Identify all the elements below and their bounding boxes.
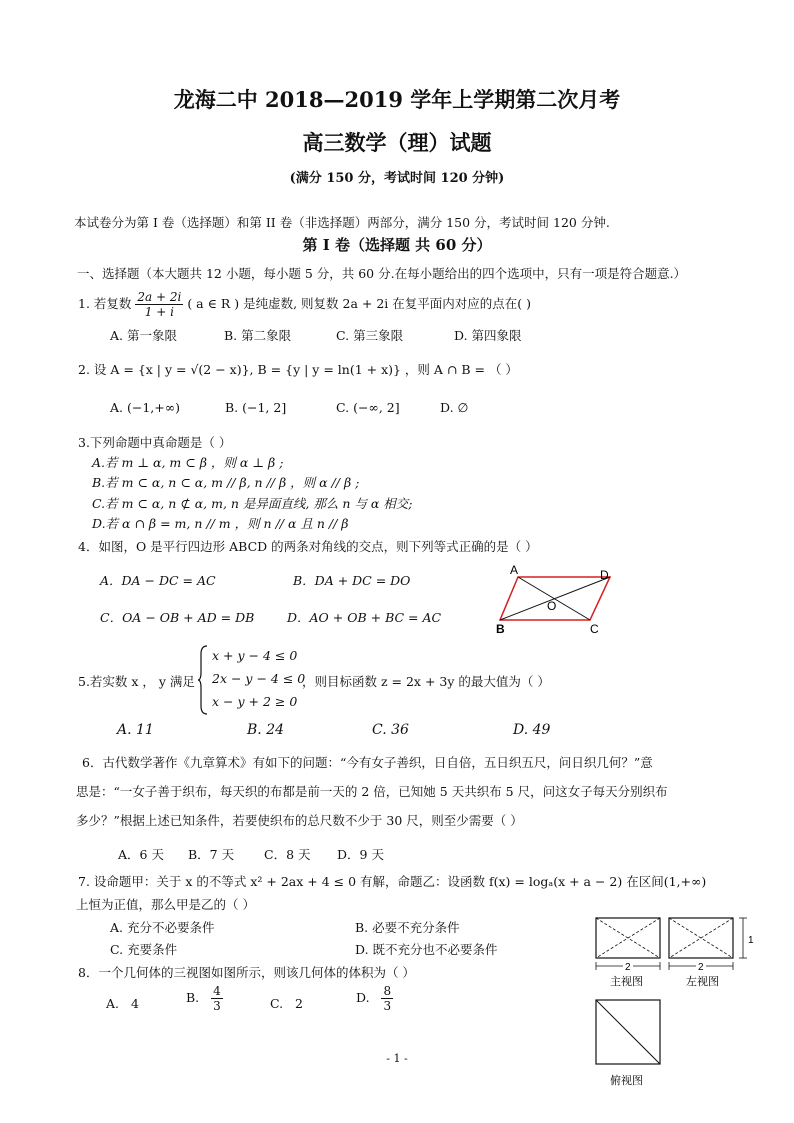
q3-option-d: D.若 α ∩ β = m, n // m ，则 n // α 且 n // β: [92, 516, 349, 531]
q8-option-b-num: 4: [213, 984, 221, 998]
q1-option-b: B. 第二象限: [224, 328, 292, 343]
center-o-label: O: [547, 599, 557, 613]
height-label: 1: [748, 935, 754, 946]
three-view-figure: [590, 912, 765, 1092]
exam-subtitle: 高三数学（理）试题: [302, 130, 492, 155]
q5-option-b: B. 24: [247, 722, 285, 738]
q7-option-a: A. 充分不必要条件: [110, 920, 215, 935]
intro-text: 本试卷分为第 I 卷（选择题）和第 II 卷（非选择题）两部分，满分 150 分，考试时间 120 分钟.: [74, 215, 610, 230]
q8-option-a: [106, 996, 139, 1011]
q5-option-c: C. 36: [372, 722, 409, 738]
q5-system: [212, 644, 305, 713]
q7-line-2: 上恒为正值，那么甲是乙的（ ）: [76, 897, 255, 912]
q5-option-d: D. 49: [513, 722, 551, 738]
question-1: [78, 286, 531, 322]
side-width-label: 2: [698, 962, 704, 973]
q8-option-c: [270, 996, 303, 1011]
vertex-c-label: C: [590, 622, 599, 636]
front-view-caption: 主视图: [610, 976, 643, 988]
q1-option-c: C. 第三象限: [336, 328, 404, 343]
q7-line-1: 7. 设命题甲：关于 x 的不等式 x² + 2ax + 4 ≤ 0 有解，命题乙：设函数 f(x) = logₐ(x + a − 2) 在区间(1,+∞): [78, 874, 707, 889]
q8-option-d-fraction: [381, 984, 393, 1013]
question-2: 2. 设 A = {x | y = √(2 − x)}, B = {y | y = ln(1 + x)} ，则 A ∩ B = （ ）: [78, 362, 518, 377]
page-number: - 1 -: [386, 1052, 408, 1065]
q8-option-d-num: 8: [383, 984, 392, 998]
q3-option-a: A.若 m ⊥ α, m ⊂ β ，则 α ⊥ β ;: [92, 455, 284, 470]
q7-option-d: D. 既不充分也不必要条件: [355, 942, 498, 957]
q3-option-b: B.若 m ⊂ α, n ⊂ α, m // β, n // β ，则 α // β ;: [92, 475, 360, 490]
parallelogram-figure: [492, 562, 622, 636]
q7-option-c: C. 充要条件: [110, 942, 178, 957]
q5-pre: 5.若实数 x ， y 满足: [78, 674, 195, 689]
section1-heading: 一、选择题（本大题共 12 小题，每小题 5 分，共 60 分.在每小题给出的四个选项中，只有一项是符合题意.）: [77, 266, 687, 281]
q4-option-d: D．AO + OB + BC = AC: [287, 610, 442, 625]
q8-option-d-den: 3: [383, 999, 392, 1013]
q5-constraint-2: 2x − y − 4 ≤ 0: [212, 671, 306, 686]
q2-option-d: D. ∅: [440, 400, 469, 415]
q1-condition: ( a ∈ R ): [187, 296, 240, 311]
q2-option-b: B. (−1, 2]: [225, 400, 287, 415]
q8-option-b-fraction: [211, 984, 223, 1013]
q8-option-a-label: A.: [106, 996, 120, 1011]
q3-option-c: C.若 m ⊂ α, n ⊄ α, m, n 是异面直线, 那么 n 与 α 相交;: [92, 496, 413, 511]
q5-post: ，则目标函数 z = 2x + 3y 的最大值为（ ）: [302, 674, 550, 689]
width-dimension-front: [596, 960, 660, 973]
exam-note: (满分 150 分，考试时间 120 分钟): [289, 171, 505, 186]
q4-option-b: B．DA + DC = DO: [293, 573, 411, 588]
q2-option-a: A. (−1,+∞): [110, 400, 181, 415]
vertex-d-label: D: [600, 568, 609, 582]
q7-option-b: B. 必要不充分条件: [355, 920, 460, 935]
side-view: [669, 918, 733, 958]
exam-title: 龙海二中 2018—2019 学年上学期第二次月考: [173, 87, 621, 112]
q4-option-a: A．DA − DC = AC: [100, 573, 216, 588]
question-3: 3.下列命题中真命题是（ ）: [78, 435, 232, 450]
part1-title: 第 I 卷（选择题 共 60 分）: [302, 236, 492, 254]
q8-option-b: [186, 984, 223, 1013]
q4-option-c: C．OA − OB + AD = DB: [100, 610, 255, 625]
q8-option-d-label: D.: [356, 990, 370, 1005]
q8-option-c-label: C.: [270, 996, 284, 1011]
question-4: 4．如图，O 是平行四边形 ABCD 的两条对角线的交点，则下列等式正确的是（ ）: [78, 539, 538, 554]
q8-option-b-label: B.: [186, 990, 200, 1005]
height-dimension: [739, 918, 754, 958]
q8-option-b-den: 3: [213, 999, 221, 1013]
q6-line-1: 6．古代数学著作《九章算术》有如下的问题：“今有女子善织，日自倍，五日织五尺，问日织几何？”意: [82, 755, 653, 770]
q8-option-d: [356, 984, 393, 1013]
q6-option-a: A．6 天: [118, 847, 164, 862]
side-view-caption: 左视图: [686, 976, 719, 988]
top-view-caption: 俯视图: [610, 1075, 643, 1087]
q6-line-3: 多少？”根据上述已知条件，若要使织布的总尺数不少于 30 尺，则至少需要（ ）: [76, 813, 523, 828]
front-width-label: 2: [625, 962, 631, 973]
q5-option-a: A. 11: [117, 722, 154, 738]
question-8: 8．一个几何体的三视图如图所示，则该几何体的体积为（ ）: [78, 965, 415, 980]
q1-numerator: 2a + 2i: [137, 290, 182, 304]
q6-option-b: B．7 天: [188, 847, 235, 862]
q5-constraint-3: x − y + 2 ≥ 0: [212, 694, 298, 709]
q8-option-c-value: 2: [295, 996, 303, 1011]
q6-line-2: 思是：“一女子善于织布，每天织的布都是前一天的 2 倍，已知她 5 天共织布 5 尺，问这女子每天分别织布: [76, 784, 668, 799]
q5-constraint-1: x + y − 4 ≤ 0: [212, 648, 298, 663]
q1-fraction: [135, 290, 183, 319]
front-view: [596, 918, 660, 958]
q8-option-a-value: 4: [130, 996, 139, 1011]
vertex-a-label: A: [510, 563, 519, 577]
q1-pre: 1. 若复数: [78, 296, 132, 311]
q2-option-c: C. (−∞, 2]: [336, 400, 400, 415]
q1-option-a: A. 第一象限: [110, 328, 177, 343]
q6-option-c: C．8 天: [264, 847, 311, 862]
width-dimension-side: [669, 960, 733, 973]
q1-denominator: 1 + i: [144, 305, 174, 319]
vertex-b-label: B: [496, 622, 505, 636]
q6-option-d: D．9 天: [337, 847, 384, 862]
q1-post: 是纯虚数, 则复数 2a + 2i 在复平面内对应的点在( ): [243, 296, 531, 311]
q1-option-d: D. 第四象限: [454, 328, 522, 343]
system-brace: [197, 644, 209, 716]
